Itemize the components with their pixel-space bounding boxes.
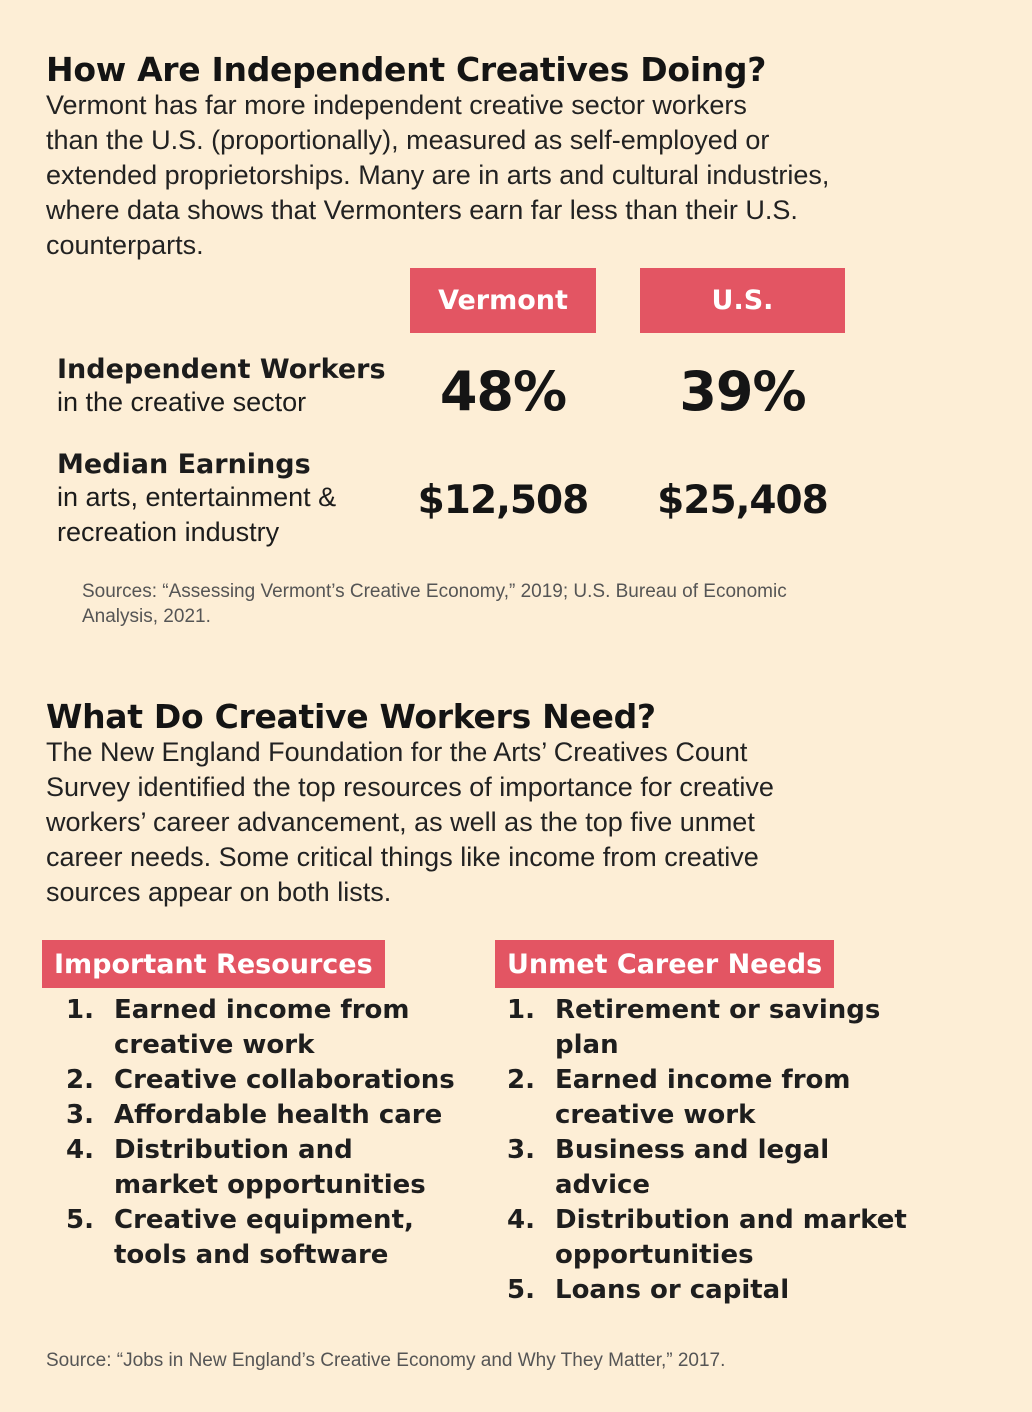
source-line: Sources: “Assessing Vermont’s Creative Economy,” 2019; U.S. Bureau of Economic [82,581,787,602]
section1-intro [46,88,946,263]
section2-title: What Do Creative Workers Need? [46,697,656,736]
intro-line: The New England Foundation for the Arts’ Creatives Count [46,737,748,767]
list-item: 4. Distribution and market opportunities [507,1205,907,1270]
section1-sources [82,579,787,629]
unmet-career-needs-list [507,993,907,1308]
list-item: 5. Creative equipment, tools and software [66,1205,414,1270]
row-subtitle: in the creative sector [57,387,307,417]
us-independent-value: 39% [679,360,806,423]
intro-line: Survey identified the top resources of importance for creative [46,772,774,802]
vermont-earnings-value: $12,508 [417,478,589,523]
row-label-independent-workers [57,354,386,420]
intro-line: sources appear on both lists. [46,877,392,907]
list-item: 5. Loans or capital [507,1275,790,1305]
list-item: 2. Earned income from creative work [507,1065,851,1130]
section2-source: Source: “Jobs in New England’s Creative Economy and Why They Matter,” 2017. [46,1350,726,1371]
us-earnings-value: $25,408 [657,478,828,523]
intro-line: workers’ career advancement, as well as the top five unmet [46,807,755,837]
row-label-median-earnings [57,449,336,550]
section2-intro [46,735,946,910]
row-title: Independent Workers [57,354,386,385]
list-item: 1. Retirement or savings plan [507,995,881,1060]
important-resources-list [66,993,455,1273]
unmet-career-needs-header: Unmet Career Needs [495,940,834,988]
row-subtitle: in arts, entertainment & [57,482,337,512]
source-line: Analysis, 2021. [82,606,211,627]
list-item: 3. Business and legal advice [507,1135,830,1200]
intro-line: extended proprietorships. Many are in arts and cultural industries, [46,160,830,190]
row-title: Median Earnings [57,449,311,480]
column-header-vermont: Vermont [410,268,596,333]
row-subtitle: recreation industry [57,517,280,547]
intro-line: counterparts. [46,230,204,260]
intro-line: than the U.S. (proportionally), measured as self-employed or [46,125,770,155]
intro-line: career needs. Some critical things like income from creative [46,842,759,872]
vermont-independent-value: 48% [439,360,567,423]
list-item: 4. Distribution and market opportunities [66,1135,426,1200]
list-item: 1. Earned income from creative work [66,995,410,1060]
section1-title: How Are Independent Creatives Doing? [46,50,767,89]
column-header-us: U.S. [640,268,845,333]
list-item: 2. Creative collaborations [66,1065,455,1095]
list-item: 3. Affordable health care [66,1100,443,1130]
intro-line: where data shows that Vermonters earn far less than their U.S. [46,195,798,225]
important-resources-header: Important Resources [42,940,385,988]
intro-line: Vermont has far more independent creative sector workers [46,90,747,120]
